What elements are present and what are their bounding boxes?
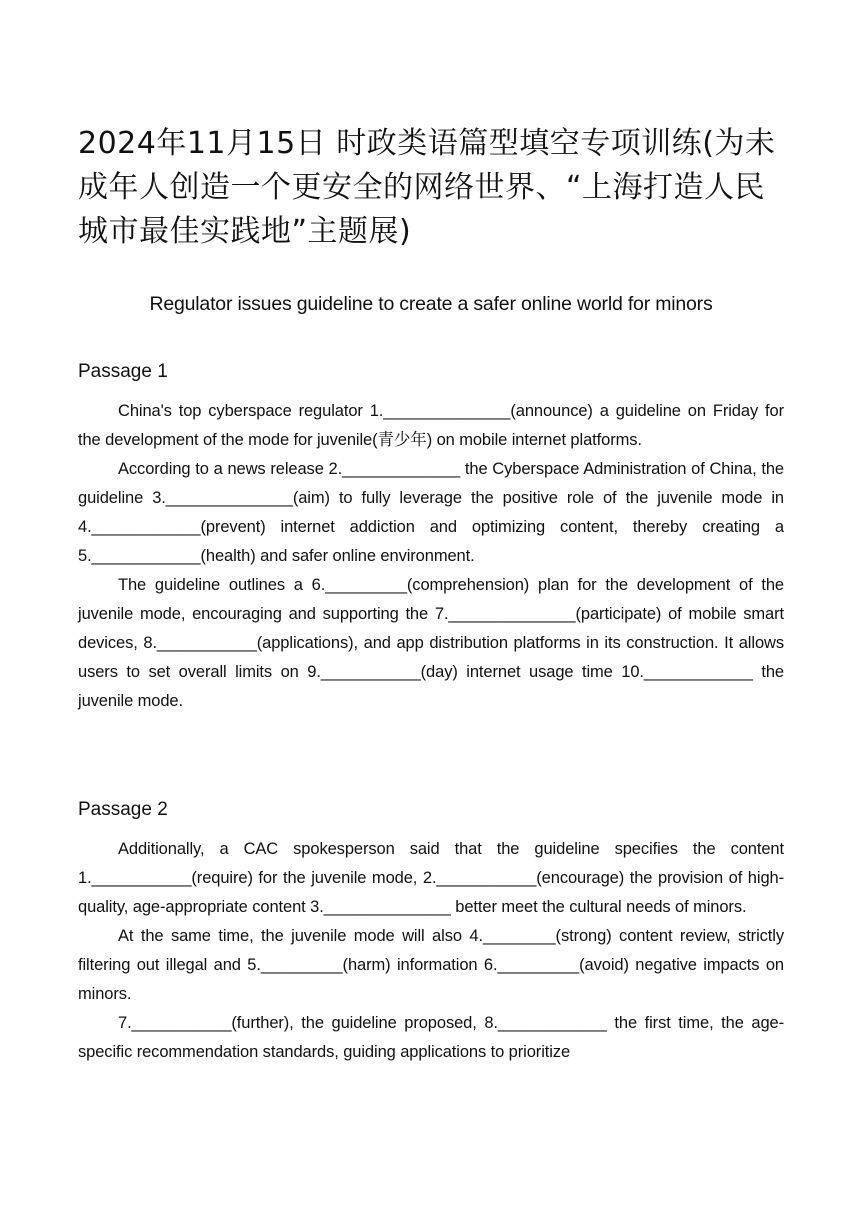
passage-1-heading: Passage 1 — [78, 361, 168, 382]
passage-2-body — [78, 835, 784, 1067]
passage-1-paragraph-3: The guideline outlines a 6._________(comprehension) plan for the development of the juvenile mode, encouraging and supporting the 7.______________(participate) of mobile smart devices, 8.___________(applications), and app distribution platforms in its construction. It allows users to set overall limits on 9.___________(day) internet usage time 10.____________ the juvenile mode. — [78, 576, 784, 710]
passage-2-paragraph-2: At the same time, the juvenile mode will also 4.________(strong) content review, strictly filtering out illegal and 5._________(harm) information 6._________(avoid) negative impacts on minors. — [78, 927, 784, 1003]
passage-2-paragraph-1: Additionally, a CAC spokesperson said that the guideline specifies the content 1.___________(require) for the juvenile mode, 2.___________(encourage) the provision of high-quality, age-appropriate content 3.______________ better meet the cultural needs of minors. — [78, 840, 784, 916]
passage-2-paragraph-3: 7.___________(further), the guideline proposed, 8.____________ the first time, the age-specific recommendation standards, guiding applications to prioritize — [78, 1014, 784, 1061]
passage-1-paragraph-2: According to a news release 2._____________ the Cyberspace Administration of China, the guideline 3.______________(aim) to fully leverage the positive role of the juvenile mode in 4.____________(prevent) internet addiction and optimizing content, thereby creating a 5.____________(health) and safer online environment. — [78, 460, 784, 565]
article-subtitle: Regulator issues guideline to create a safer online world for minors — [149, 293, 713, 315]
document-title: 2024年11月15日 时政类语篇型填空专项训练(为未成年人创造一个更安全的网络世界、“上海打造人民城市最佳实践地”主题展) — [78, 126, 776, 249]
passage-2-heading: Passage 2 — [78, 799, 168, 820]
document-page — [78, 122, 784, 1067]
passage-1-body — [78, 397, 784, 716]
passage-1-paragraph-1: China's top cyberspace regulator 1.______________(announce) a guideline on Friday for the development of the mode for juvenile(青少年) on mobile internet platforms. — [78, 402, 784, 449]
